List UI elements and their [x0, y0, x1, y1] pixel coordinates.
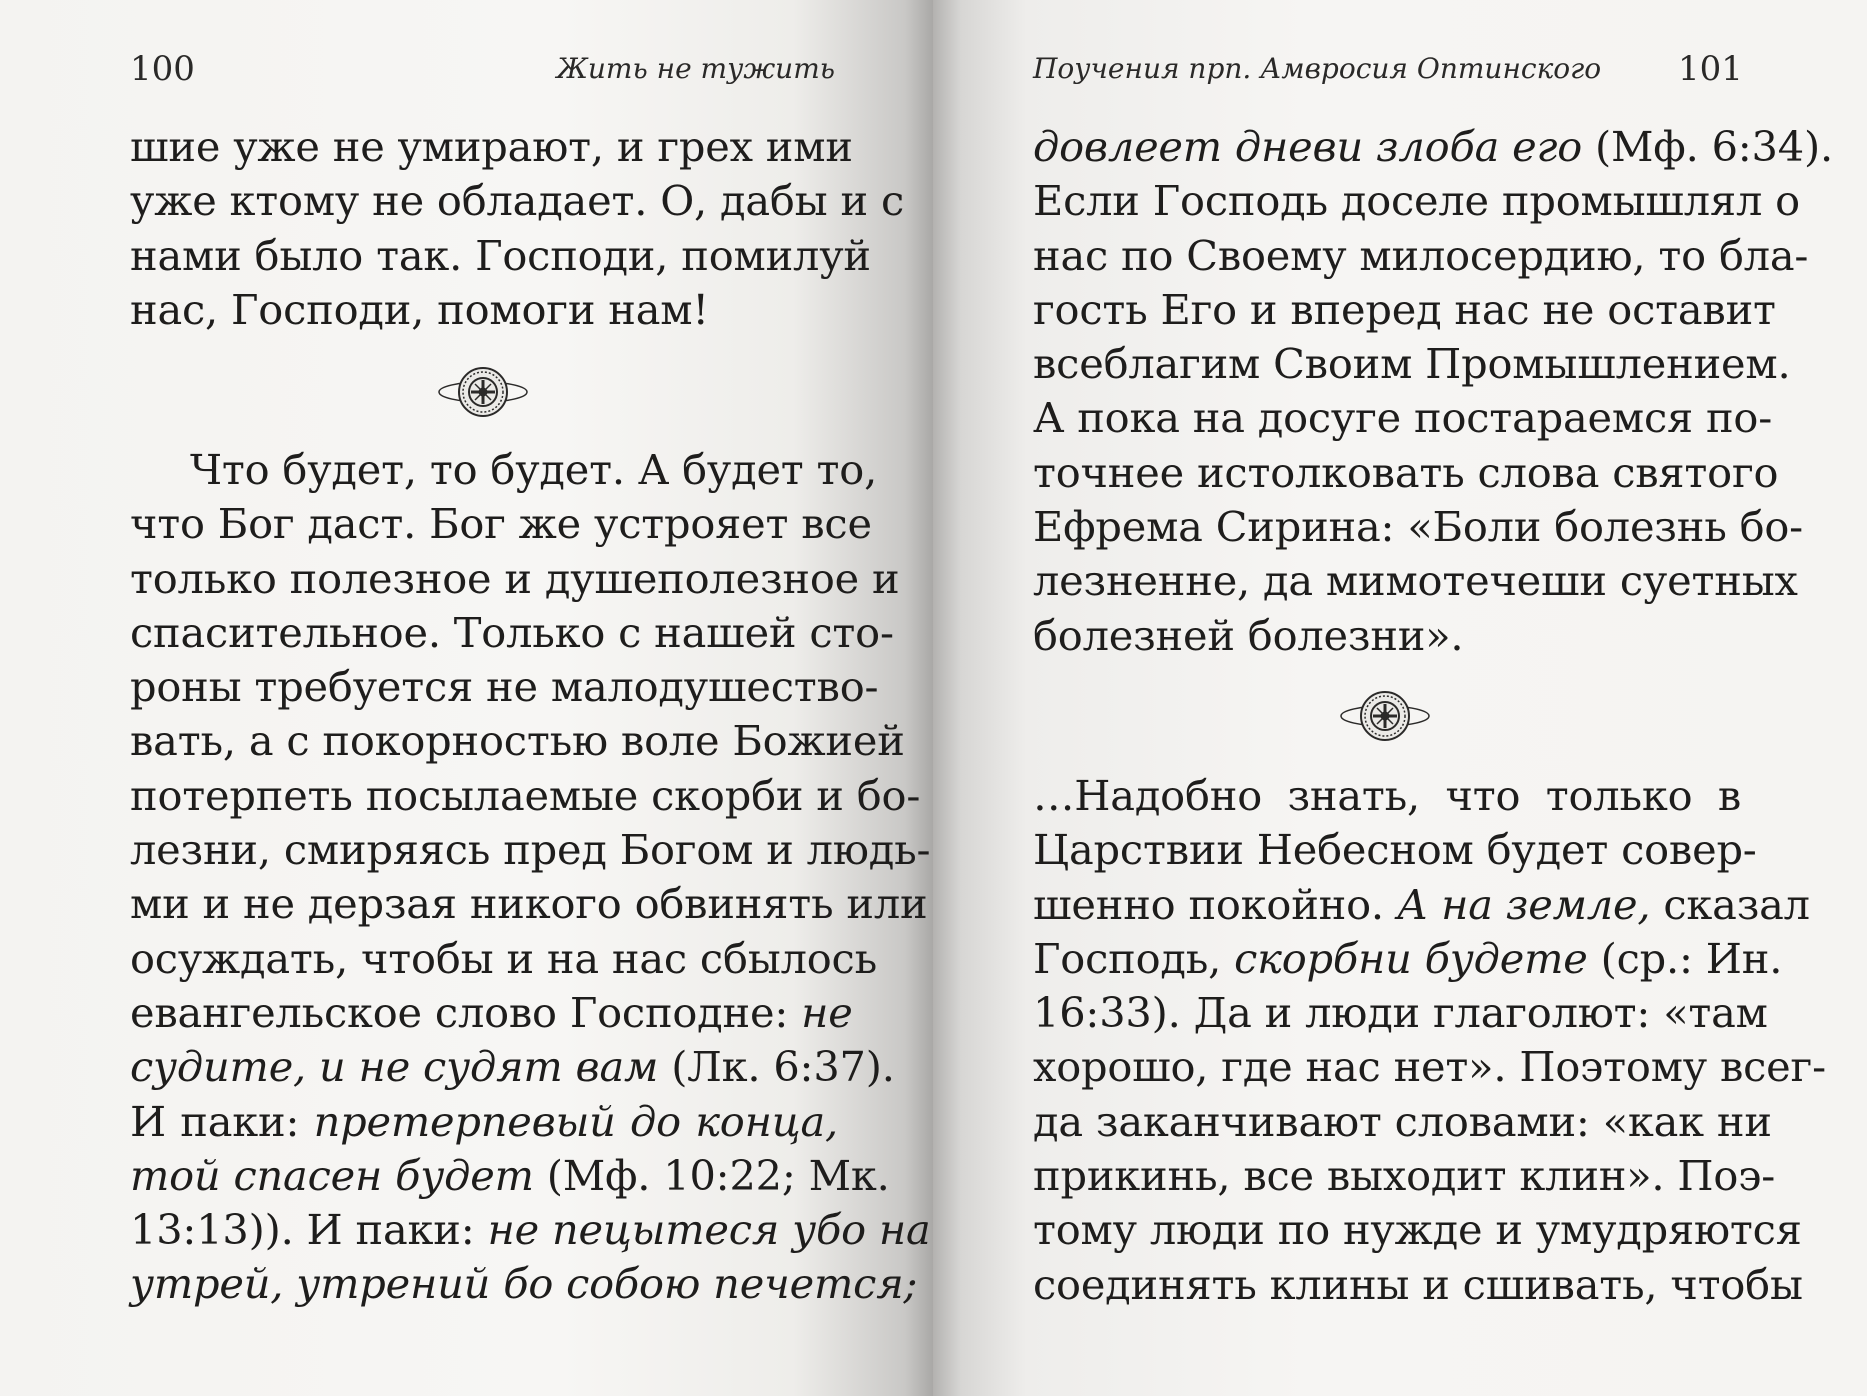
text-line	[1033, 391, 1773, 445]
quotation-italic: скорбни будете	[1234, 933, 1588, 983]
text-line	[1033, 337, 1791, 391]
text-line	[130, 552, 900, 606]
quotation-italic: довлеет дневи злоба его	[1033, 122, 1583, 171]
quotation-italic: утрей, утрений бо собою печется;	[130, 1259, 918, 1309]
paragraph-kingdom-of-heaven	[1033, 769, 1826, 1312]
text-run: Что будет, то будет. А будет то,	[190, 445, 878, 494]
text-run: лезненне, да мимотечеши суетных	[1033, 556, 1798, 606]
text-run: нас по Своему милосердию, то бла-	[1033, 230, 1809, 280]
text-run: евангельское слово Господне:	[130, 987, 802, 1037]
text-run: Господь,	[1033, 933, 1235, 983]
text-run: 16:33). Да и люди глаголют: «там	[1033, 988, 1768, 1038]
text-line	[1033, 500, 1803, 554]
text-line	[130, 497, 872, 551]
text-line	[130, 714, 905, 768]
quotation-italic: не пецытеся убо на	[487, 1205, 931, 1255]
text-run: (Лк. 6:37).	[658, 1042, 895, 1092]
ornament-divider-icon	[1339, 688, 1431, 744]
text-run: соединять клины и сшивать, чтобы	[1033, 1259, 1803, 1309]
text-line	[130, 660, 879, 714]
text-line	[1033, 986, 1768, 1040]
text-line	[130, 1095, 838, 1149]
paragraph-continued	[130, 120, 904, 337]
quotation-italic: претерпевый до конца,	[313, 1096, 838, 1146]
quotation-italic: той спасен будет	[130, 1150, 534, 1200]
text-run: нами было так. Господи, помилуй	[130, 230, 871, 280]
text-run: А пока на досуге постараемся по-	[1033, 393, 1773, 443]
quotation-italic: судите, и не судят вам	[130, 1042, 659, 1092]
paragraph-efrem-sirin	[1033, 120, 1833, 663]
text-line	[130, 823, 931, 877]
right-page	[933, 0, 1867, 1396]
quotation-italic: не	[801, 987, 853, 1037]
text-run: потерпеть посылаемые скорби и бо-	[130, 770, 921, 820]
text-run: лезни, смиряясь пред Богом и людь-	[130, 825, 931, 875]
text-run: ми и не дерзая никого обвинять или	[130, 879, 928, 929]
ornament-divider-icon	[437, 364, 529, 420]
text-run: шенно покойно.	[1033, 879, 1397, 929]
text-line	[1033, 174, 1800, 228]
text-run: да заканчивают словами: «как ни	[1033, 1096, 1772, 1146]
text-line	[1033, 120, 1833, 174]
text-run: Царствии Небесном будет совер-	[1033, 825, 1757, 875]
text-line	[1033, 446, 1779, 500]
text-run: уже ктому не обладает. О, дабы и с	[130, 176, 904, 226]
text-run: …Надобно знать, что только в	[1033, 771, 1741, 820]
paragraph-what-will-be	[130, 443, 931, 1312]
text-line	[130, 229, 871, 283]
text-line	[130, 283, 838, 337]
text-run: тому люди по нужде и умудряются	[1033, 1205, 1802, 1255]
text-line	[130, 606, 894, 660]
text-run: И паки:	[130, 1096, 314, 1146]
text-run: Ефрема Сирина: «Боли болезнь бо-	[1033, 502, 1803, 552]
text-run: что Бог даст. Бог же устрояет все	[130, 499, 872, 549]
text-line	[1033, 229, 1809, 283]
page-number-right: 101	[1678, 49, 1743, 89]
text-run: вать, а с покорностью воле Божией	[130, 716, 905, 766]
text-line	[130, 1257, 918, 1311]
text-run: гость Его и вперед нас не оставит	[1033, 284, 1776, 334]
text-line	[1033, 1095, 1772, 1149]
text-line	[1033, 609, 1741, 663]
text-line	[130, 120, 853, 174]
text-run: только полезное и душеполезное и	[130, 553, 900, 603]
text-line	[1033, 1149, 1776, 1203]
text-line	[1033, 283, 1776, 337]
text-run: осуждать, чтобы и на нас сбылось	[130, 933, 877, 983]
text-run: точнее истолковать слова святого	[1033, 447, 1779, 497]
text-run: шие уже не умирают, и грех ими	[130, 122, 853, 171]
text-line	[130, 769, 921, 823]
text-run: (Мф. 10:22; Мк.	[533, 1150, 890, 1200]
text-run: нас, Господи, помоги нам!	[130, 284, 709, 334]
text-line	[130, 443, 878, 497]
text-line	[130, 877, 928, 931]
text-line	[130, 174, 904, 228]
page-number-left: 100	[130, 49, 195, 89]
text-line	[1033, 1258, 1803, 1312]
text-line	[1033, 823, 1757, 877]
text-line	[130, 1040, 895, 1094]
text-run: роны требуется не малодушество-	[130, 662, 879, 712]
text-line	[130, 932, 877, 986]
text-run: (ср.: Ин.	[1587, 933, 1783, 983]
running-title-left: Жить не тужить	[556, 52, 835, 85]
text-run: прикинь, все выходит клин». Поэ-	[1033, 1151, 1776, 1201]
text-line	[1033, 1203, 1802, 1257]
left-page	[0, 0, 933, 1396]
text-run: хорошо, где нас нет». Поэтому всег-	[1033, 1042, 1826, 1092]
text-line	[1033, 932, 1783, 986]
running-title-right: Поучения прп. Амвросия Оптинского	[1033, 52, 1602, 85]
quotation-italic: А на земле,	[1396, 879, 1651, 929]
text-run: всеблагим Своим Промышлением.	[1033, 339, 1791, 389]
text-run: сказал	[1650, 879, 1810, 929]
text-line	[1033, 769, 1741, 823]
text-line	[130, 1203, 931, 1257]
text-run: спасительное. Только с нашей сто-	[130, 607, 894, 657]
text-run: Если Господь доселе промышлял о	[1033, 176, 1800, 226]
text-line	[1033, 1040, 1826, 1094]
text-line	[130, 986, 853, 1040]
text-run: болезней болезни».	[1033, 610, 1464, 660]
text-line	[130, 1149, 890, 1203]
text-line	[1033, 554, 1798, 608]
text-run: 13:13)). И паки:	[130, 1205, 488, 1255]
text-line	[1033, 878, 1810, 932]
text-run: (Мф. 6:34).	[1582, 122, 1833, 171]
